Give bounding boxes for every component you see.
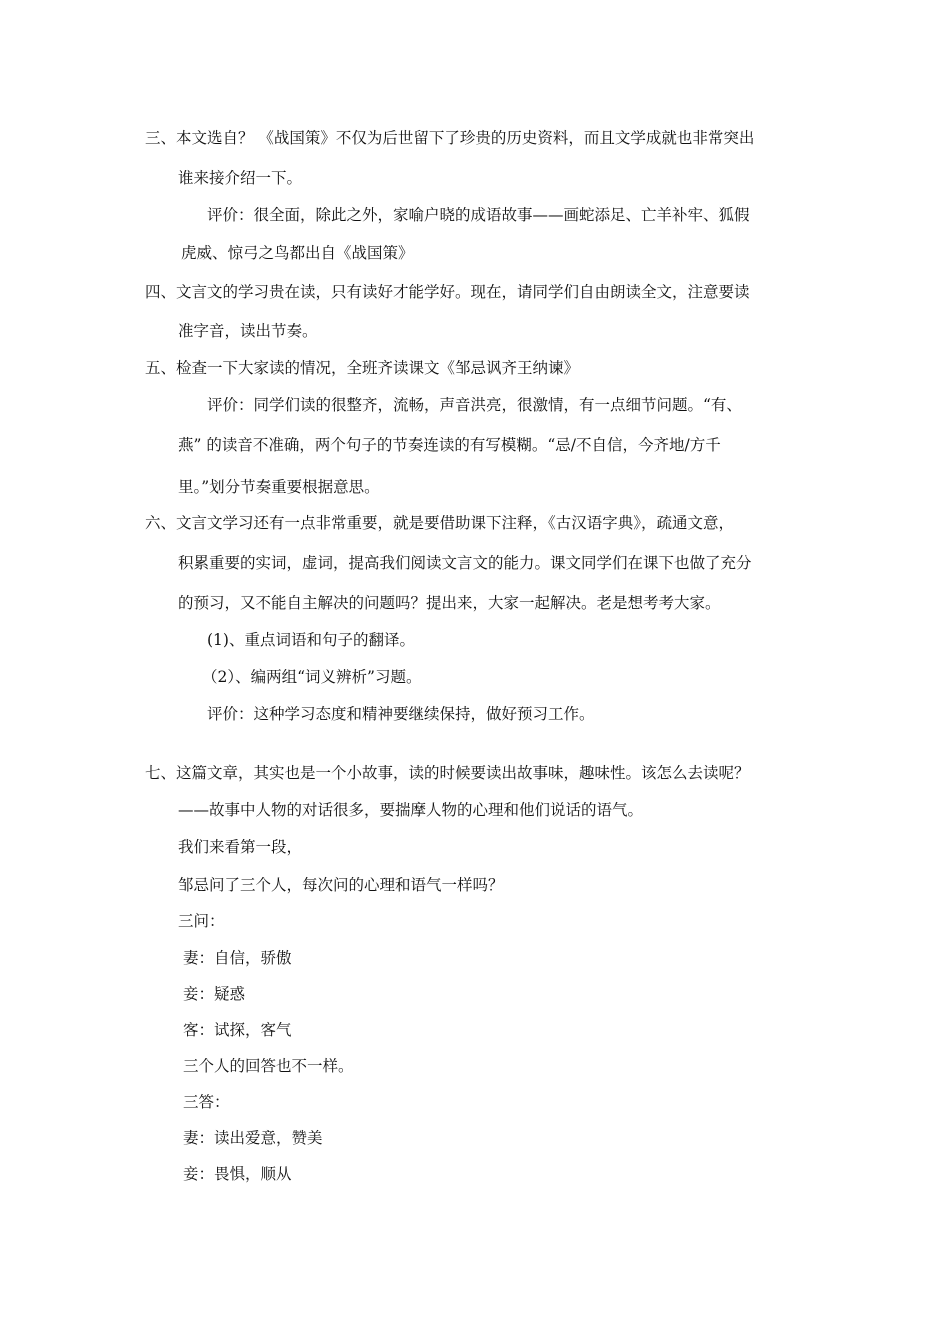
- section-6-line-2: 积累重要的实词，虚词，提高我们阅读文言文的能力。课文同学们在课下也做了充分: [178, 554, 752, 572]
- section-6-line-1: 六、文言文学习还有一点非常重要，就是要借助课下注释，《古汉语字典》，疏通文意，: [145, 514, 735, 532]
- section-4-line-1: 四、文言文的学习贵在读，只有读好才能学好。现在，请同学们自由朗读全文，注意要读: [145, 283, 750, 301]
- section-6-line-3: 的预习，又不能自主解决的问题吗？提出来，大家一起解决。老是想考考大家。: [178, 594, 721, 612]
- three-questions-heading: 三问：: [178, 912, 225, 930]
- section-5-comment-line-2: 燕” 的读音不准确，两个句子的节奏连读的有写模糊。“忌/不自信，今齐地/方千: [178, 436, 721, 454]
- answer-wife: 妻：读出爱意，赞美: [183, 1129, 323, 1147]
- section-5-comment-line-3: 里。”划分节奏重要根据意思。: [178, 478, 380, 496]
- question-concubine: 妾：疑惑: [183, 985, 246, 1003]
- section-3-comment-line-1: 评价：很全面，除此之外，家喻户晓的成语故事——画蛇添足、亡羊补牢、狐假: [207, 206, 750, 224]
- section-4-line-2: 准字音，读出节奏。: [178, 322, 318, 340]
- section-3-comment-line-2: 虎威、惊弓之鸟都出自《战国策》: [181, 244, 414, 262]
- section-5-line-1: 五、检查一下大家读的情况，全班齐读课文《邹忌讽齐王纳谏》: [145, 359, 580, 377]
- question-guest: 客：试探，客气: [183, 1021, 292, 1039]
- section-7-line-1: 七、这篇文章，其实也是一个小故事，读的时候要读出故事味，趣味性。该怎么去读呢？: [145, 764, 750, 782]
- section-7-line-2: ——故事中人物的对话很多，要揣摩人物的心理和他们说话的语气。: [178, 801, 644, 819]
- question-wife: 妻：自信，骄傲: [183, 949, 292, 967]
- section-3-line-2: 谁来接介绍一下。: [178, 169, 303, 187]
- section-6-item-1: (1)、重点词语和句子的翻译。: [207, 631, 415, 649]
- section-5-comment-line-1: 评价：同学们读的很整齐，流畅，声音洪亮，很激情，有一点细节问题。“有、: [207, 396, 742, 414]
- section-6-item-2: （2）、编两组“词义辨析”习题。: [202, 668, 422, 686]
- three-answers-heading: 三答：: [183, 1093, 230, 1111]
- section-7-line-4: 邹忌问了三个人，每次问的心理和语气一样吗？: [178, 876, 504, 894]
- section-7-line-3: 我们来看第一段，: [178, 838, 303, 856]
- answers-intro: 三个人的回答也不一样。: [183, 1057, 354, 1075]
- section-6-comment: 评价：这种学习态度和精神要继续保持，做好预习工作。: [207, 705, 595, 723]
- answer-concubine: 妾：畏惧，顺从: [183, 1165, 292, 1183]
- section-3-line-1: 三、本文选自？ 《战国策》不仅为后世留下了珍贵的历史资料，而且文学成就也非常突出: [145, 129, 755, 147]
